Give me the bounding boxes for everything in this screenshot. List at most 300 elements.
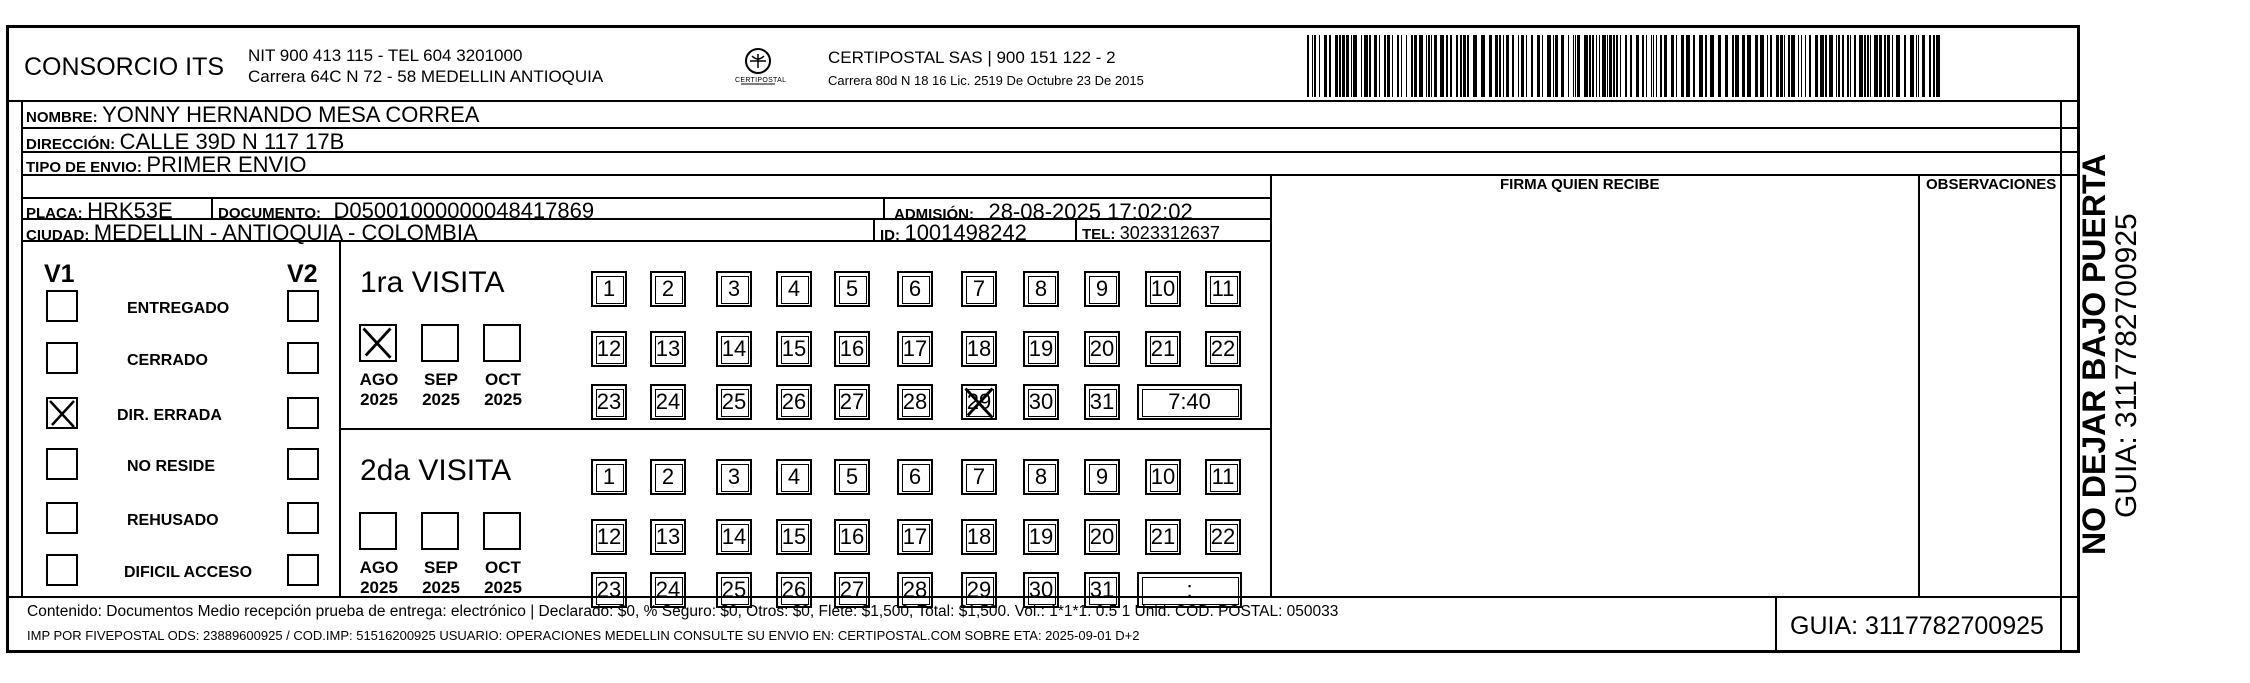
- barcode-bar: [1397, 35, 1399, 97]
- v2-checkbox: [287, 342, 319, 374]
- month-label: [415, 370, 467, 409]
- day-box: [1084, 271, 1120, 307]
- side-guia: GUIA: 3117782700925: [2110, 213, 2143, 518]
- barcode-bar: [1829, 35, 1833, 97]
- barcode-bar: [1553, 35, 1554, 97]
- carrier-name: CERTIPOSTAL SAS | 900 151 122 - 2: [828, 48, 1116, 67]
- day-number: 2: [661, 464, 675, 489]
- day-number: 4: [787, 464, 801, 489]
- barcode-bar: [1671, 35, 1674, 97]
- day-box: [897, 459, 933, 495]
- day-number: 12: [596, 524, 622, 549]
- barcode-bar: [1307, 35, 1309, 97]
- logo-text: CERTIPOSTAL: [735, 77, 787, 84]
- day-number: 1: [602, 464, 616, 489]
- day-number: 19: [1028, 524, 1054, 549]
- barcode-bar: [1815, 35, 1818, 97]
- day-box: [776, 384, 812, 420]
- barcode-bar: [1747, 35, 1751, 97]
- month-checkbox: [421, 512, 459, 550]
- barcode-bar: [1450, 35, 1452, 97]
- day-box: [834, 271, 870, 307]
- nombre-row: [26, 104, 479, 126]
- barcode-bar: [1506, 35, 1509, 97]
- barcode-bar: [1864, 35, 1866, 97]
- direccion-row: [26, 131, 344, 153]
- day-number: 2: [661, 276, 675, 301]
- certipostal-logo: [733, 44, 787, 92]
- x-mark-icon: [961, 384, 997, 420]
- barcode-bar: [1653, 35, 1654, 97]
- barcode-bar: [1426, 35, 1427, 97]
- day-number: 30: [1028, 389, 1054, 414]
- barcode-bar: [1636, 35, 1639, 97]
- day-number: 10: [1150, 464, 1176, 489]
- month-label: [477, 370, 529, 409]
- status-label: CERRADO: [127, 352, 208, 369]
- day-box: [650, 384, 686, 420]
- status-label: DIFICIL ACCESO: [124, 564, 253, 581]
- month-year: 2025: [484, 389, 522, 409]
- barcode-bar: [1489, 35, 1492, 97]
- month-name: AGO: [359, 370, 399, 389]
- day-number: 15: [781, 524, 807, 549]
- day-number: 25: [721, 577, 747, 602]
- barcode-bar: [1681, 35, 1684, 97]
- day-box: [650, 519, 686, 555]
- v1-checkbox: [46, 290, 78, 322]
- status-label: NO RESIDE: [127, 458, 216, 475]
- day-number: 6: [908, 276, 922, 301]
- barcode-bar: [1918, 35, 1919, 97]
- barcode-bar: [1609, 35, 1612, 97]
- barcode: [1307, 35, 1941, 97]
- barcode-bar: [1651, 35, 1652, 97]
- month-year: 2025: [360, 577, 398, 597]
- day-number: 23: [596, 389, 622, 414]
- barcode-bar: [1607, 35, 1608, 97]
- day-box: [961, 459, 997, 495]
- barcode-bar: [1599, 35, 1600, 97]
- v2-checkbox: [287, 448, 319, 480]
- day-number: 21: [1150, 336, 1176, 361]
- day-box: [1023, 331, 1059, 367]
- barcode-bar: [1788, 35, 1790, 97]
- day-number: 28: [902, 577, 928, 602]
- day-box: [1023, 459, 1059, 495]
- day-number: 7: [972, 464, 986, 489]
- month-checkbox: [483, 512, 521, 550]
- barcode-bar: [1473, 35, 1477, 97]
- barcode-bar: [1324, 35, 1327, 97]
- barcode-bar: [1718, 35, 1721, 97]
- day-box: [961, 519, 997, 555]
- day-box: [716, 459, 752, 495]
- day-number: 9: [1095, 464, 1109, 489]
- day-box: [776, 519, 812, 555]
- sender-address: Carrera 64C N 72 - 58 MEDELLIN ANTIOQUIA: [248, 67, 604, 86]
- barcode-bar: [1854, 35, 1856, 97]
- day-box: [716, 384, 752, 420]
- v2-checkbox: [287, 502, 319, 534]
- day-box: [1084, 384, 1120, 420]
- barcode-bar: [1630, 35, 1632, 97]
- barcode-bar: [1676, 35, 1677, 97]
- month-year: 2025: [360, 389, 398, 409]
- day-box: [961, 384, 997, 420]
- v1-checkbox: [46, 554, 78, 586]
- day-number: 13: [655, 524, 681, 549]
- barcode-bar: [1660, 35, 1662, 97]
- barcode-bar: [1577, 35, 1580, 97]
- barcode-bar: [1836, 35, 1837, 97]
- observaciones-label: OBSERVACIONES: [1926, 176, 2057, 193]
- barcode-bar: [1820, 35, 1824, 97]
- barcode-bar: [1929, 35, 1931, 97]
- barcode-bar: [1686, 35, 1690, 97]
- day-number: 11: [1211, 276, 1235, 301]
- barcode-bar: [1499, 35, 1501, 97]
- sender-name: CONSORCIO ITS: [24, 53, 225, 81]
- id-value: 1001498242: [904, 220, 1027, 245]
- day-box: [1205, 271, 1241, 307]
- day-number: 26: [781, 577, 807, 602]
- day-number: 17: [902, 524, 928, 549]
- day-box: [897, 384, 933, 420]
- day-box: [897, 331, 933, 367]
- day-number: 29: [966, 577, 992, 602]
- barcode-bar: [1732, 35, 1734, 97]
- day-number: 13: [655, 336, 681, 361]
- barcode-bar: [1791, 35, 1795, 97]
- day-number: 21: [1150, 524, 1176, 549]
- day-number: 5: [845, 464, 859, 489]
- contenido-text: Contenido: Documentos Medio recepción prueba de entrega: electrónico | Declarado: $0, % Seguro: $0, Otros: $0, Flete: $1,500, Total: $1,500. Vol.: 1*1*1. 0.5 1 Unid. COD. POSTAL: 050033: [27, 603, 1339, 620]
- nombre-value: YONNY HERNANDO MESA CORREA: [102, 102, 480, 127]
- barcode-bar: [1401, 35, 1402, 97]
- day-box: [1205, 459, 1241, 495]
- tel-value: 3023312637: [1119, 223, 1220, 243]
- barcode-bar: [1904, 35, 1906, 97]
- month-year: 2025: [484, 577, 522, 597]
- day-box: [716, 331, 752, 367]
- day-number: 3: [727, 276, 741, 301]
- barcode-bar: [1879, 35, 1882, 97]
- month-name: SEP: [423, 558, 459, 577]
- side-warning: NO DEJAR BAJO PUERTA: [2076, 153, 2112, 555]
- barcode-bar: [1693, 35, 1695, 97]
- day-number: 19: [1028, 336, 1054, 361]
- barcode-bar: [1329, 35, 1331, 97]
- barcode-bar: [1776, 35, 1779, 97]
- status-label: REHUSADO: [127, 512, 219, 529]
- barcode-bar: [1859, 35, 1863, 97]
- month-year: 2025: [422, 389, 460, 409]
- day-box: [650, 271, 686, 307]
- day-box: [1023, 519, 1059, 555]
- placa-row: [26, 200, 173, 222]
- barcode-bar: [1916, 35, 1917, 97]
- barcode-bar: [1434, 35, 1437, 97]
- nombre-label: NOMBRE:: [26, 109, 98, 126]
- barcode-bar: [1374, 35, 1377, 97]
- barcode-bar: [1646, 35, 1647, 97]
- v2-header: V2: [287, 260, 318, 288]
- status-label: DIR. ERRADA: [117, 407, 222, 424]
- barcode-bar: [1596, 35, 1597, 97]
- day-number: 20: [1089, 336, 1115, 361]
- day-number: 20: [1089, 524, 1115, 549]
- barcode-bar: [1353, 35, 1357, 97]
- placa-label: PLACA:: [26, 205, 83, 222]
- day-number: 12: [596, 336, 622, 361]
- month-name: SEP: [423, 370, 459, 389]
- day-number: 22: [1210, 336, 1236, 361]
- barcode-bar: [1805, 35, 1806, 97]
- carrier-license: Carrera 80d N 18 16 Lic. 2519 De Octubre 23 De 2015: [828, 73, 1144, 88]
- barcode-bar: [1364, 35, 1368, 97]
- ciudad-label: CIUDAD:: [26, 227, 90, 244]
- day-number: 24: [655, 389, 681, 414]
- barcode-bar: [1463, 35, 1466, 97]
- month-label: [353, 558, 405, 597]
- day-number: 10: [1150, 276, 1176, 301]
- barcode-bar: [1592, 35, 1594, 97]
- day-box: [776, 331, 812, 367]
- barcode-bar: [1531, 35, 1533, 97]
- barcode-bar: [1431, 35, 1432, 97]
- barcode-bar: [1346, 35, 1349, 97]
- day-number: 27: [839, 389, 865, 414]
- documento-label: DOCUMENTO:: [218, 205, 322, 222]
- day-box: [961, 271, 997, 307]
- barcode-bar: [1922, 35, 1925, 97]
- tel-label: TEL:: [1082, 226, 1116, 243]
- barcode-bar: [1481, 35, 1485, 97]
- day-box: [897, 271, 933, 307]
- day-box: [1084, 459, 1120, 495]
- barcode-bar: [1625, 35, 1627, 97]
- barcode-bar: [1616, 35, 1618, 97]
- barcode-bar: [1568, 35, 1569, 97]
- admision-value: 28-08-2025 17:02:02: [988, 199, 1193, 224]
- barcode-bar: [1456, 35, 1458, 97]
- day-number: 15: [781, 336, 807, 361]
- barcode-bar: [1884, 35, 1886, 97]
- direccion-label: DIRECCIÓN:: [26, 136, 116, 153]
- barcode-bar: [1440, 35, 1444, 97]
- barcode-bar: [1780, 35, 1783, 97]
- time-value: :: [1186, 577, 1193, 602]
- barcode-bar: [1936, 35, 1940, 97]
- day-box: [1145, 271, 1181, 307]
- time-value: 7:40: [1168, 389, 1211, 414]
- barcode-bar: [1838, 35, 1840, 97]
- day-box: [1145, 519, 1181, 555]
- imp-text: IMP POR FIVEPOSTAL ODS: 23889600925 / COD.IMP: 51516200925 USUARIO: OPERACIONES MEDELLIN CONSULTE SU ENVIO EN: CERTIPOSTAL.COM SOBRE ETA: 2025-09-01 D+2: [27, 628, 1140, 643]
- barcode-bar: [1335, 35, 1338, 97]
- barcode-bar: [1710, 35, 1714, 97]
- day-number: 5: [845, 276, 859, 301]
- v1-checkbox: [46, 397, 78, 429]
- month-label: [477, 558, 529, 597]
- day-box: [1145, 459, 1181, 495]
- barcode-bar: [1361, 35, 1362, 97]
- barcode-bar: [1664, 35, 1667, 97]
- day-number: 26: [781, 389, 807, 414]
- day-number: 14: [721, 524, 747, 549]
- day-number: 31: [1089, 577, 1115, 602]
- id-row: [880, 222, 1027, 244]
- day-number: 11: [1211, 464, 1235, 489]
- month-checkbox: [359, 512, 397, 550]
- ciudad-row: [26, 222, 478, 244]
- day-number: 27: [839, 577, 865, 602]
- barcode-bar: [1742, 35, 1745, 97]
- barcode-bar: [1850, 35, 1851, 97]
- month-year: 2025: [422, 577, 460, 597]
- barcode-bar: [1910, 35, 1914, 97]
- barcode-bar: [1387, 35, 1390, 97]
- x-mark-icon: [46, 397, 78, 429]
- barcode-bar: [1406, 35, 1407, 97]
- tel-row: [1082, 224, 1220, 243]
- barcode-bar: [1896, 35, 1900, 97]
- visit-title: 1ra VISITA: [360, 266, 505, 299]
- barcode-bar: [1518, 35, 1519, 97]
- barcode-bar: [1467, 35, 1469, 97]
- day-box: [834, 384, 870, 420]
- day-box: [716, 271, 752, 307]
- barcode-bar: [1867, 35, 1869, 97]
- day-number: 9: [1095, 276, 1109, 301]
- tipo-value: PRIMER ENVIO: [146, 152, 307, 177]
- day-box: [591, 459, 627, 495]
- documento-value: D05001000000048417869: [333, 198, 595, 223]
- barcode-bar: [1414, 35, 1417, 97]
- barcode-bar: [1755, 35, 1758, 97]
- barcode-bar: [1319, 35, 1320, 97]
- day-box: [591, 384, 627, 420]
- day-box: [776, 271, 812, 307]
- admision-label: ADMISIÓN:: [894, 206, 974, 223]
- day-number: 14: [721, 336, 747, 361]
- barcode-bar: [1542, 35, 1543, 97]
- barcode-bar: [1384, 35, 1386, 97]
- day-number: 23: [596, 577, 622, 602]
- day-box: [1084, 331, 1120, 367]
- barcode-bar: [1784, 35, 1785, 97]
- barcode-bar: [1589, 35, 1591, 97]
- month-label: [353, 370, 405, 409]
- barcode-bar: [1573, 35, 1574, 97]
- barcode-bar: [1602, 35, 1606, 97]
- month-checkbox: [359, 324, 397, 362]
- v1-checkbox: [46, 502, 78, 534]
- day-box: [834, 459, 870, 495]
- v2-checkbox: [287, 397, 319, 429]
- barcode-bar: [1760, 35, 1764, 97]
- day-box: [1205, 519, 1241, 555]
- barcode-bar: [1735, 35, 1739, 97]
- barcode-bar: [1767, 35, 1768, 97]
- barcode-bar: [1892, 35, 1893, 97]
- barcode-bar: [1620, 35, 1621, 97]
- barcode-bar: [1312, 35, 1313, 97]
- day-number: 4: [787, 276, 801, 301]
- barcode-bar: [1642, 35, 1644, 97]
- day-number: 8: [1034, 276, 1048, 301]
- day-number: 6: [908, 464, 922, 489]
- barcode-bar: [1699, 35, 1703, 97]
- barcode-bar: [1842, 35, 1844, 97]
- firma-label: FIRMA QUIEN RECIBE: [1500, 176, 1660, 193]
- tipo-label: TIPO DE ENVIO:: [26, 159, 142, 176]
- day-number: 7: [972, 276, 986, 301]
- day-box: [1145, 331, 1181, 367]
- barcode-bar: [1798, 35, 1799, 97]
- day-number: 25: [721, 389, 747, 414]
- day-number: 18: [966, 336, 992, 361]
- barcode-bar: [1584, 35, 1588, 97]
- barcode-bar: [1369, 35, 1371, 97]
- day-box: [834, 519, 870, 555]
- day-box: [716, 519, 752, 555]
- barcode-bar: [1379, 35, 1380, 97]
- day-number: 18: [966, 524, 992, 549]
- month-name: OCT: [485, 370, 521, 389]
- barcode-bar: [1575, 35, 1576, 97]
- barcode-bar: [1419, 35, 1423, 97]
- barcode-bar: [1933, 35, 1935, 97]
- barcode-bar: [1561, 35, 1564, 97]
- barcode-bar: [1526, 35, 1527, 97]
- day-number: 16: [839, 336, 865, 361]
- day-box: [591, 519, 627, 555]
- day-box: [834, 331, 870, 367]
- barcode-bar: [1870, 35, 1871, 97]
- day-box: [1084, 519, 1120, 555]
- barcode-bar: [1825, 35, 1827, 97]
- day-number: 29: [966, 389, 992, 414]
- day-box: [776, 459, 812, 495]
- day-number: 17: [902, 336, 928, 361]
- barcode-bar: [1705, 35, 1707, 97]
- v1-header: V1: [44, 260, 75, 288]
- barcode-bar: [1770, 35, 1772, 97]
- day-number: 31: [1089, 389, 1115, 414]
- month-name: OCT: [485, 558, 521, 577]
- id-label: ID:: [880, 227, 900, 244]
- barcode-bar: [1555, 35, 1558, 97]
- barcode-bar: [1428, 35, 1430, 97]
- x-mark-icon: [359, 324, 395, 360]
- month-checkbox: [483, 324, 521, 362]
- barcode-bar: [1537, 35, 1540, 97]
- sender-nit: NIT 900 413 115 - TEL 604 3201000: [248, 46, 523, 65]
- day-box: [650, 459, 686, 495]
- time-box: [1137, 384, 1242, 420]
- barcode-bar: [1801, 35, 1802, 97]
- day-number: 24: [655, 577, 681, 602]
- barcode-bar: [1351, 35, 1352, 97]
- barcode-bar: [1725, 35, 1728, 97]
- barcode-bar: [1521, 35, 1524, 97]
- day-number: 1: [602, 276, 616, 301]
- day-number: 28: [902, 389, 928, 414]
- documento-row: [218, 200, 594, 222]
- tipo-row: [26, 154, 306, 176]
